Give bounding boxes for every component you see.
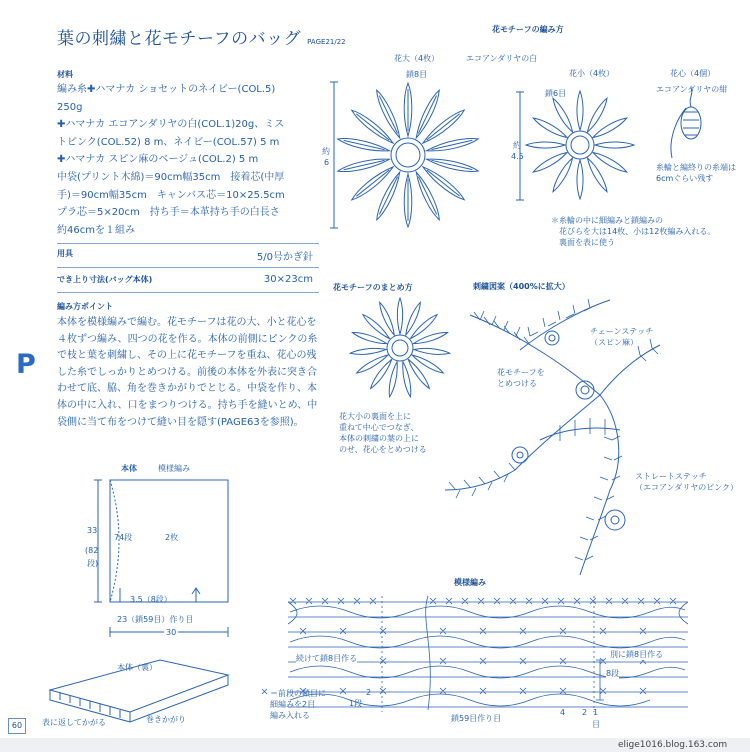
chain-stitch-line: （スピン麻） [590, 338, 638, 347]
body-pieces: 2枚 [165, 533, 179, 542]
body-height-rows-a: (82 [85, 546, 99, 555]
body-pattern: 模様編み [158, 464, 190, 473]
flower-center-icon [671, 88, 701, 158]
materials-heading: 材料 [57, 70, 73, 79]
attach-line: とめつける [497, 379, 537, 388]
divider [57, 267, 319, 268]
small-flower-label: 花小（4枚） [569, 69, 615, 78]
page-ref: PAGE21/22 [307, 38, 346, 46]
assembled-flower-icon [350, 298, 450, 397]
assembly-note-line: のせ、花心をとめつける [339, 445, 427, 454]
materials-line: ✚ハマナカ スピン麻のベージュ(COL.2) 5 m [57, 154, 259, 166]
size-row [57, 274, 313, 285]
straight-stitch-line: ストレートステッチ [635, 472, 707, 481]
size-value: 30×23cm [263, 274, 313, 285]
small-size-a: 約 [513, 141, 521, 150]
center-yarn: エコアンダリヤの紺 [656, 85, 728, 94]
straight-stitch-line: （エコアンダリヤのピンク） [635, 483, 739, 492]
flower-motif-heading: 花モチーフの編み方 [492, 25, 564, 34]
tools-value: 5/0号かぎ針 [256, 252, 313, 263]
small-flower-chain: 鎖6目 [545, 89, 567, 98]
large-flower-yarn: エコアンダリヤの白 [466, 54, 538, 63]
stitch-col2: 2 [582, 708, 588, 717]
body-height: 33 [87, 526, 98, 535]
large-size-b: 6 [324, 158, 330, 167]
motif-note [551, 215, 715, 248]
page-number: 60 [8, 718, 26, 734]
materials-line: 約46cmを１組み [57, 224, 135, 236]
chain-stitch-label [590, 326, 653, 348]
bag-turn-note: 表に返してかがる [42, 718, 106, 727]
tools-row [57, 248, 313, 263]
large-flower-icon [337, 83, 479, 227]
materials-line: プラ芯＝5×20cm 持ち手＝本革持ち手の白長さ [57, 207, 280, 219]
attach-label [497, 367, 545, 389]
motif-note-line: 花びらを大は14枚、小は12枚編み入れる。 [559, 227, 716, 236]
motif-note-line: 裏面を表に使う [559, 238, 615, 247]
stitch-legend-line: 細編みを2目 [270, 700, 316, 709]
straight-stitch-label [635, 471, 738, 493]
assembly-note-line: 重ねて中心でつなぎ、 [339, 423, 419, 432]
materials-line: ✚ハマナカ エコアンダリヤの白(COL.1)20g、ミス [57, 119, 285, 131]
materials-line: 250g [57, 101, 83, 113]
assembly-note-line: 本体の刺繍の葉の上に [339, 434, 419, 443]
size-label: でき上り寸法(バッグ本体) [57, 275, 153, 284]
large-flower-chain: 鎖8目 [406, 70, 428, 79]
center-note-line: 糸輪と編終りの糸端は [656, 163, 736, 172]
body-height-rows-b: 段) [87, 559, 99, 568]
stitch-separate-note: 別に鎖8目作る [610, 650, 664, 659]
title-text: 葉の刺繍と花モチーフのバッグ [57, 29, 302, 49]
stitch-legend-line: 編み入れる [270, 711, 310, 720]
points-text: 本体を模様編みで編む。花モチーフは花の大、小と花心を４枚ずつ編み、四つの花を作る。本体の前側にピンクの糸で枝と葉を刺繍し、その上に花モチーフを重ね、花心の残した糸でしっかりとめつける。前後の本体を外表に突き合わせて底、脇、角を巻きかがりでとじる。中袋を作り、本体の中に入れ、口をまつりつける。持ち手を縫いとめ、中袋側に当て布をつけて縫い目を隠す(PAGE63を参照)。 [57, 317, 318, 428]
materials-line: トピンク(COL.52) 8 m、ネイビー(COL.57) 5 m [57, 136, 280, 148]
materials-line: 手)＝90cm幅35cm キャンバス芯＝10×25.5cm [57, 189, 285, 201]
center-note [656, 162, 736, 184]
stitch-foundation: 鎖59目作り目 [451, 714, 502, 723]
stitch-col-unit: 目 [592, 720, 600, 729]
small-size-b: 4.5 [511, 152, 524, 161]
credit-text: elige1016.blog.163.com [618, 740, 728, 750]
body-bottom-note: 3.5（8段） [130, 595, 172, 604]
motif-note-line: ＊糸輪の中に細編みと鎖編みの [551, 216, 663, 225]
assembly-note [339, 411, 427, 455]
assembly-heading: 花モチーフのまとめ方 [333, 283, 413, 292]
materials-line: 中袋(プリント木綿)＝90cm幅35cm 接着芯(中厚 [57, 171, 285, 183]
materials-list [57, 81, 319, 239]
page-title [57, 24, 346, 49]
attach-line: 花モチーフを [497, 368, 545, 377]
divider [57, 292, 319, 293]
body-width: 30 [166, 628, 177, 637]
stitch-col1: 1 [593, 708, 599, 717]
chain-stitch-line: チェーンステッチ [590, 327, 654, 336]
body-heading: 本体 [121, 464, 137, 473]
stitch-legend [270, 688, 326, 721]
large-size-a: 約 [322, 147, 330, 156]
small-flower-icon [526, 91, 634, 199]
stitch-rows-note: 8段 [606, 669, 620, 678]
side-letter: P [16, 349, 36, 380]
center-label: 花心（4個） [670, 69, 716, 78]
assembly-note-line: 花大小の裏面を上に [339, 412, 411, 421]
center-note-line: 6cmぐらい残す [656, 174, 714, 183]
embroidery-heading: 刺繍図案（400%に拡大） [473, 282, 570, 291]
stitch-continue-note: 続けて鎖8目作る [296, 654, 358, 663]
body-rows: 74段 [114, 533, 133, 542]
stitch-col4: 4 [560, 708, 566, 717]
points-heading: 編み方ポイント [57, 302, 113, 311]
stitch-heading: 模様編み [454, 578, 486, 587]
divider [57, 243, 319, 244]
bag-whip-note: 巻きかがり [146, 715, 186, 724]
body-chain-note: 23（鎖59目）作り目 [117, 615, 194, 624]
stitch-legend-line: ＝前段の鎖目に [270, 689, 326, 698]
stitch-row1: 1段 [349, 699, 363, 708]
bag-label: 本体（裏） [117, 663, 157, 672]
materials-line: 編み糸✚ハマナカ ショセットのネイビー(COL.5) [57, 84, 276, 95]
stitch-row2: 2 [366, 688, 372, 697]
tools-label: 用具 [57, 249, 73, 258]
large-flower-label: 花大（4枚） [394, 54, 440, 63]
